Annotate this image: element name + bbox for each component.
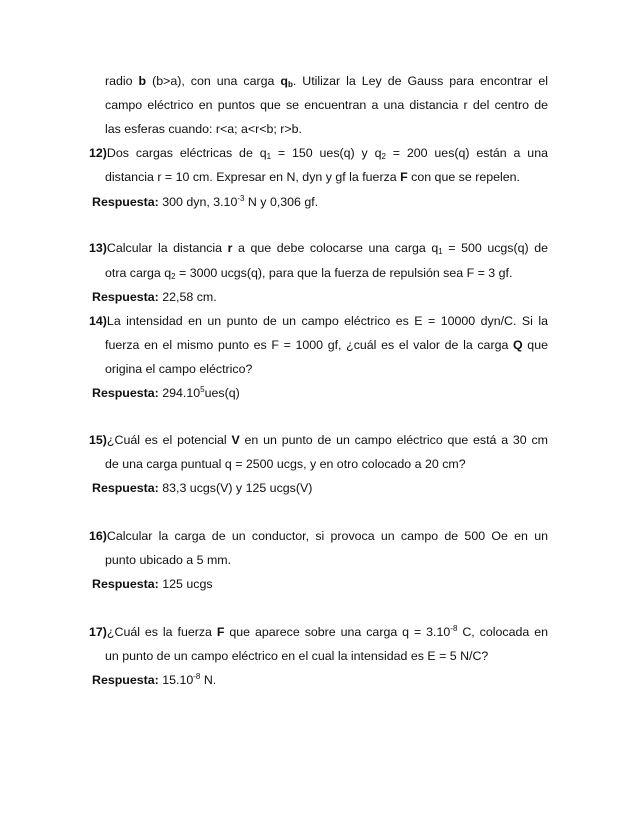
problem-17-line-2: un punto de un campo eléctrico en el cual la intensidad es E = 5 N/C?: [105, 649, 489, 663]
problem-15-line-2: de una carga puntual q = 2500 ucgs, y en otro colocado a 20 cm?: [105, 457, 466, 471]
intro-line-2: campo eléctrico en puntos que se encuentran a una distancia r del centro de: [105, 98, 548, 112]
problem-14-line-2: fuerza en el mismo punto es F = 1000 gf, ¿cuál es el valor de la carga Q que: [105, 338, 548, 352]
problem-12-line-1: 12)Dos cargas eléctricas de $q_1 = 150$ ues(q) y $q_2 = 200$ ues(q) están a una: [89, 146, 548, 161]
problem-13-line-2: otra carga $q_2 = 3000$ ucgs(q), para que la fuerza de repulsión sea F = 3 gf.: [105, 266, 513, 281]
problem-16-line-1: 16)Calcular la carga de un conductor, si provoca un campo de 500 Oe en un: [89, 529, 548, 543]
problem-15-answer: Respuesta: 83,3 ucgs(V) y 125 ucgs(V): [92, 481, 313, 495]
problem-16-line-2: punto ubicado a 5 mm.: [105, 553, 232, 567]
problem-14-line-3: origina el campo eléctrico?: [105, 362, 253, 376]
problem-14-line-1: 14)La intensidad en un punto de un campo eléctrico es E = 10000 dyn/C. Si la: [89, 314, 548, 328]
problem-16-answer: Respuesta: 125 ucgs: [92, 577, 213, 591]
problem-14-answer: Respuesta: 294.10$^5$ues(q): [92, 385, 240, 400]
intro-line-1: radio b (b>a), con una carga $q_b$. Utilizar la Ley de Gauss para encontrar el: [105, 74, 549, 89]
problem-17-line-1: 17)¿Cuál es la fuerza F que aparece sobre una carga $q = 3.10^{-8}$ C, colocada en: [89, 624, 548, 639]
problem-15-line-1: 15)¿Cuál es el potencial V en un punto de un campo eléctrico que está a 30 cm: [89, 433, 549, 447]
intro-line-3: las esferas cuando: r<a; a<r<b; r>b.: [105, 122, 302, 136]
problem-12-line-2: distancia r = 10 cm. Expresar en N, dyn y gf la fuerza F con que se repelen.: [105, 170, 520, 184]
problem-13-answer: Respuesta: 22,58 cm.: [92, 290, 217, 304]
problem-12-answer: Respuesta: 300 dyn, $3.10^{-3}$ N y 0,306 gf.: [92, 194, 319, 209]
problem-17-answer: Respuesta: $15.10^{-8}$ N.: [92, 672, 217, 687]
problem-13-line-1: 13)Calcular la distancia r a que debe colocarse una carga $q_1 = 500$ ucgs(q) de: [89, 241, 548, 256]
